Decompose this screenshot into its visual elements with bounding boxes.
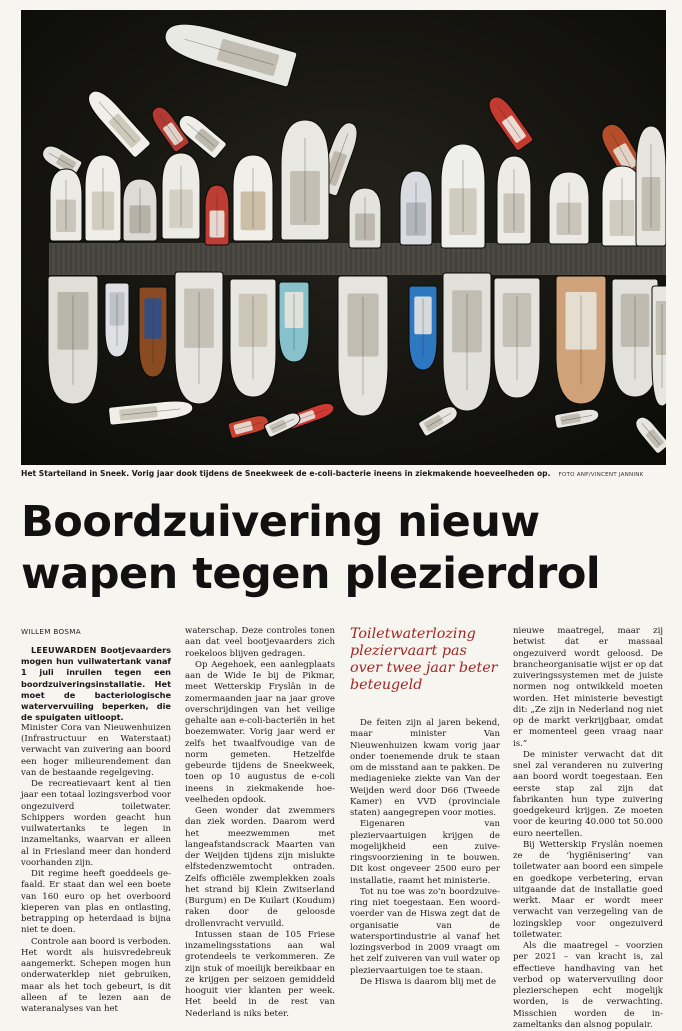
boat [233, 155, 273, 241]
boat [549, 172, 589, 244]
boat [230, 279, 276, 397]
paragraph: Controle aan boord is verboden. Het wordt als huisvredebreuk aangemerkt. Schepen mogen hun onderwaterklep niet gebruiken, maar als het toch gebeurt, is dit alleen af te lezen aan de wateranalyses van het [21, 936, 171, 1015]
byline: WILLEM BOSMA [21, 627, 82, 636]
paragraph: nieuwe maatregel, maar zij betwist dat er massaal ongezuiverd wordt geloosd. De brancheorganisatie wijst er op dat zuiveringssystemen met de juiste normen nog ontwikkeld moeten worden. Het ministerie bevestigt dit: „Ze zijn in Nederland nog niet op de markt verkrijgbaar, omdat er momenteel geen vraag naar is.” [513, 626, 663, 749]
headline-line-2: wapen tegen plezierdrol [21, 549, 601, 599]
boat [497, 156, 531, 244]
boat [612, 279, 658, 397]
article-column-2 [185, 626, 335, 1020]
paragraph: Eigenaren van pleziervaartuigen krijgen de mogelijkheid een zuiveringsvoorziening in te bouwen. Dit kost ongeveer 2500 euro per installatie, raamt het ministerie. [350, 819, 500, 886]
boat [441, 144, 485, 248]
boat [50, 169, 82, 241]
boat [556, 276, 606, 404]
paragraph: De recreatievaart kent al tien jaar een totaal lozingsverbod voor ongezuiverd toiletwater. Schippers worden geacht hun vuilwatertanks te legen in inzameltanks, waarvan er alleen al in Friesland meer dan honderd voorhanden zijn. [21, 779, 171, 868]
boat [175, 272, 223, 404]
boat [281, 120, 329, 240]
boat [400, 171, 432, 245]
boat [162, 153, 200, 239]
article-column-1 [21, 626, 171, 1015]
boat [139, 287, 167, 377]
paragraph: Op Aegehoek, een aanlegplaats aan de Wide Ie bij de Pikmar, meet Wetterskip Fryslân in de zomermaanden jaar na jaar grove overschrijdingen van het veilige gehalte aan e-coli-bacteriën in het boezemwater. Vorig jaar werd er zelfs het twaalfvoudige van de norm gemeten. Hetzelfde gebeurde tijdens de Sneekweek, toen op 10 augustus de e-coli ineens in ziekmakende hoeveelheden opdook. [185, 659, 335, 805]
article-column-3 [350, 626, 500, 988]
boat [349, 188, 381, 248]
dateline: LEEUWARDEN [31, 645, 97, 656]
photo-credit: FOTO ANP/VINCENT JANNINK [558, 472, 644, 478]
boat [338, 276, 388, 416]
paragraph: Als die maatregel – voorzien per 2021 – van kracht is, zal effectieve handhaving van het verbod op watervervuiling door plezierschepen echt mogelijk worden, is de verwachting. Misschien worden de inzameltanks dan alsnog populair. [513, 941, 663, 1030]
pull-quote: Toiletwaterlozing pleziervaart pas over twee jaar beter beteugeld [350, 626, 498, 693]
article-column-4 [513, 626, 663, 1031]
boat [652, 286, 666, 406]
caption-text: Het Starteiland in Sneek. Vorig jaar dook tijdens de Sneekweek de e-coli-bacterie ineens in ziekmakende hoeveelheden op. [21, 469, 551, 478]
boat [48, 276, 98, 404]
boat [636, 126, 666, 246]
intro-text: Bootjevaarders mogen hun vuilwatertank vanaf 1 juli inruilen tegen een boordzuiveringsinstallatie. Het moet de bacteriologische watervervuiling beperken, die de spuigaten uitloopt. [21, 645, 171, 722]
headline [21, 496, 666, 600]
boat [494, 278, 540, 398]
boat [105, 283, 129, 357]
paragraph: waterschap. Deze controles tonen aan dat veel bootjevaarders zich roekeloos blijven gedragen. [185, 626, 335, 659]
article-intro [21, 645, 171, 723]
paragraph: Dit regime heeft goeddeels gefaald. Er staat dan wel een boete van 160 euro op het overboord kieperen van plas en ontlasting, betrapping op heterdaad is bijna niet te doen. [21, 869, 171, 936]
boat [409, 286, 437, 370]
boat [85, 155, 121, 241]
paragraph: Minister Cora van Nieuwenhuizen (Infrastructuur en Waterstaat) verwacht van zuivering aan boord een hoger milieurendement dan van de bestaande regelgeving. [21, 722, 171, 778]
paragraph: Tot nu toe was zo'n boordzuivering niet toegestaan. Een woordvoerder van de Hiswa zegt dat de organisatie van de watersportindustrie al vanaf het lozingsverbod in 2009 vraagt om het zelf zuiveren van vuil water op pleziervaartuigen toe te staan. [350, 886, 500, 976]
photo-caption [21, 469, 666, 478]
paragraph: Geen wonder dat zwemmers dan ziek worden. Daarom werd het meezwemmen met langeafstandscrack Maarten van der Weijden tijdens zijn mislukte elfstedenzwemtocht ontraden. Zelfs officiële zwemplekken zoals het strand bij Klein Zwitserland (Burgum) en De Kuilart (Koudum) raken door de geloosde drollenvracht vervuild. [185, 806, 335, 929]
paragraph: De feiten zijn al jaren bekend, maar minister Van Nieuwenhuizen kwam vorig jaar onder toenemende druk te staan om de misstand aan te pakken. De mediagenieke ziekte van Van der Weijden werd door D66 (Tweede Kamer) en VVD (provinciale staten) aangegrepen voor moties. [350, 718, 500, 818]
boats-illustration [21, 10, 666, 465]
boat [205, 185, 229, 245]
boat [443, 273, 491, 411]
harbor-photo [21, 10, 666, 465]
headline-line-1: Boordzuivering nieuw [21, 497, 540, 547]
boat [279, 282, 309, 362]
boat [123, 179, 157, 241]
paragraph: De Hiswa is daarom blij met de [360, 976, 497, 987]
paragraph: De minister verwacht dat dit snel zal veranderen nu zuivering aan boord wordt toegestaan. Een eerste stap zal zijn dat fabrikanten hun type zuivering goedgekeurd krijgen. Ze moeten voor de keuring 40.000 tot 50.000 euro neertellen. [513, 749, 663, 839]
paragraph: Intussen staan de 105 Friese inzamelingsstations aan wal grotendeels te verkommeren. Ze zijn stuk of moeilijk bereikbaar en ze krijgen per seizoen gemiddeld hooguit vier klanten per week. Het beeld in de rest van Nederland is niks beter. [185, 929, 335, 1019]
paragraph: Bij Wetterskip Fryslân noemen ze de ‘hygiënisering’ van toiletwater aan boord een simpele en goedkope verbetering, ervan uitgaande dat de installatie goed werkt. Maar er wordt meer verwacht van verzegeling van de lozingsklep voor ongezuiverd toiletwater. [513, 839, 663, 940]
